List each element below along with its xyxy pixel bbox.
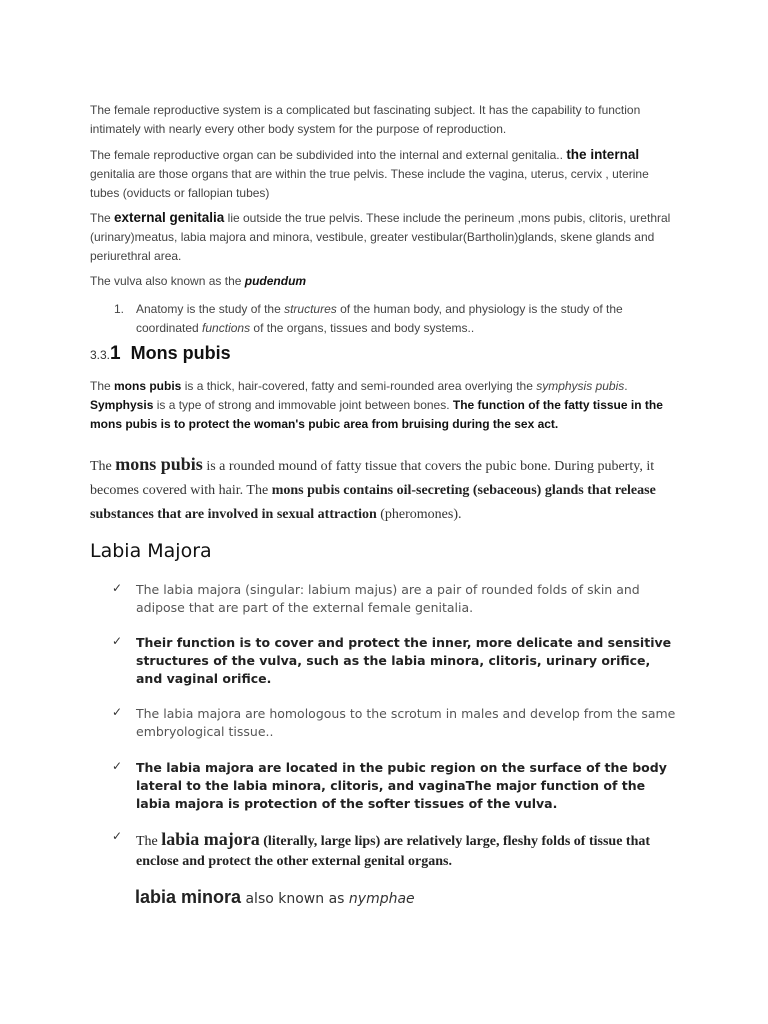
mons-bold-1: mons pubis: [114, 379, 182, 393]
mons-bold-function: The function of the fatty tissue in the mons pubis is to protect the woman's pubic area from bruising during the sex act.: [90, 398, 663, 431]
intro-text-1: The female reproductive system is a complicated but fascinating subject. It has the capability to function intimately with nearly every other body system for the purpose of reproduction.: [90, 103, 641, 136]
mons-text-a: The: [90, 379, 115, 393]
list-text-c: of the organs, tissues and body systems..: [250, 321, 475, 335]
mons2-text-c: (pheromones).: [376, 507, 462, 522]
list-italic-functions: functions: [202, 321, 251, 335]
check-icon: ✓: [112, 829, 123, 843]
intro-bold-external: external genitalia: [114, 210, 225, 225]
mons-pubis-heading: [90, 343, 231, 365]
intro-paragraph-4: [90, 272, 680, 291]
check-icon: ✓: [112, 705, 123, 719]
mons-text-c: .: [624, 379, 628, 393]
labia-majora-heading: [90, 540, 212, 562]
labia-majora-title: Labia Majora: [90, 540, 212, 562]
intro-text-3b: lie outside the true pelvis. These include the perineum ,mons pubis, clitoris, urethral (urinary)meatus, labia majora and minora, vestibule, greater vestibular(Bartholin)glands, skene glands and periurethral area.: [90, 211, 671, 263]
mons2-text-a: The: [90, 459, 116, 474]
check-icon: ✓: [112, 759, 123, 773]
labia-minora-italic: nymphae: [348, 891, 415, 907]
bullet5-text-b: (literally, large lips) are relatively large, fleshy folds of tissue that enclose and protect the other external genital organs.: [136, 834, 651, 869]
check-icon: ✓: [112, 581, 123, 595]
bullet-item-5: [112, 829, 682, 873]
check-icon: ✓: [112, 634, 123, 648]
bullet-text-3: The labia majora are homologous to the scrotum in males and develop from the same embryological tissue..: [136, 706, 676, 739]
intro-paragraph-1: [90, 101, 680, 139]
intro-paragraph-2: [90, 145, 680, 203]
mons-italic-symphysis: symphysis pubis: [536, 379, 625, 393]
bullet-item-3: [112, 705, 682, 745]
mons2-big-term: mons pubis: [115, 454, 203, 474]
mons2-text-b: is a rounded mound of fatty tissue that covers the pubic bone. During puberty, it becomes covered with hair. The: [90, 459, 655, 498]
list-item-text: [136, 300, 666, 338]
mons2-bold: mons pubis contains oil-secreting (sebaceous) glands that release substances that are involved in sexual attraction: [90, 483, 656, 522]
intro-text-4a: The vulva also known as the: [90, 274, 245, 288]
mons-paragraph-1: [90, 377, 680, 434]
heading-number: 1: [110, 343, 121, 364]
mons-text-d: is a type of strong and immovable joint between bones.: [153, 398, 453, 412]
mons-paragraph-2: [90, 452, 680, 527]
bullet-item-1: [112, 581, 682, 621]
labia-minora-title: labia minora: [135, 887, 242, 907]
bullet-item-4: [112, 759, 682, 815]
bullet5-text-a: The: [136, 834, 162, 849]
intro-text-3a: The: [90, 211, 115, 225]
mons-bold-symphysis: Symphysis: [90, 398, 154, 412]
bullet-text-4: The labia majora are located in the pubic region on the surface of the body lateral to the labia minora, clitoris, and vaginaThe major function of the labia majora is protection of the softer tissues of the vulva.: [136, 760, 667, 811]
heading-title: Mons pubis: [120, 343, 231, 363]
numbered-list-item: [114, 300, 674, 340]
intro-text-2b: genitalia are those organs that are within the true pelvis. These include the vagina, uterus, cervix , uterine tubes (oviducts or fallopian tubes): [90, 167, 649, 200]
bullet-item-2: [112, 634, 682, 690]
bullet-text-2: Their function is to cover and protect the inner, more delicate and sensitive structures of the vulva, such as the labia minora, clitoris, urinary orifice, and vaginal orifice.: [136, 635, 672, 686]
bullet-text-5: [136, 829, 676, 872]
list-number: 1.: [114, 302, 125, 316]
heading-prefix: 3.3.: [90, 348, 111, 362]
labia-minora-rest: also known as: [241, 891, 349, 907]
intro-bold-internal: the internal: [566, 147, 640, 162]
mons-text-b: is a thick, hair-covered, fatty and semi-rounded area overlying the: [181, 379, 537, 393]
intro-text-2a: The female reproductive organ can be subdivided into the internal and external genitalia..: [90, 148, 567, 162]
list-text-a: Anatomy is the study of the: [136, 302, 285, 316]
intro-pudendum: pudendum: [244, 274, 307, 288]
labia-minora-heading: [135, 887, 415, 908]
list-italic-structures: structures: [284, 302, 337, 316]
bullet5-big-term: labia majora: [161, 829, 260, 849]
bullet-text-1: The labia majora (singular: labium majus) are a pair of rounded folds of skin and adipose that are part of the external female genitalia.: [136, 582, 640, 615]
intro-paragraph-3: [90, 208, 680, 266]
list-text-b: of the human body, and physiology is the study of the coordinated: [136, 302, 623, 335]
